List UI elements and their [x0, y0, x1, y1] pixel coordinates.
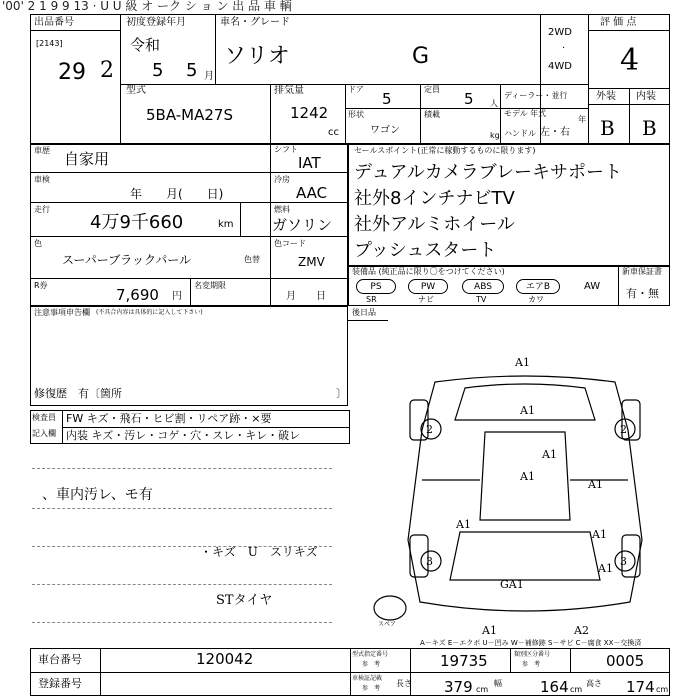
usage-label: 車歴: [34, 146, 50, 155]
repair-end: 〕: [336, 387, 347, 400]
repair: 修復歴 有〔箇所: [34, 387, 122, 400]
int-score: B: [642, 116, 657, 140]
capacity: 5: [464, 90, 474, 108]
lot-label: 出品番号: [34, 17, 74, 28]
class-label: 類別区分番号: [514, 651, 551, 658]
displacement: 1242: [290, 104, 329, 122]
chassis-label: 車台番号: [38, 653, 82, 666]
price-label: R券: [34, 281, 48, 290]
handwritten-2: 2: [100, 58, 114, 83]
height-unit: cm: [656, 685, 669, 694]
mark-a2-bumper-r: A2: [574, 624, 589, 637]
hand-note-2: ・キズ U スリキズ: [200, 545, 318, 559]
chassis: 120042: [196, 650, 254, 668]
inspector-line-1: FW キズ・飛石・ヒビ割・リペア跡・×要: [66, 412, 272, 425]
score: 4: [620, 43, 640, 78]
sub-sr: SR: [366, 295, 377, 304]
drive-4wd: 4WD: [548, 61, 572, 72]
color-code: ZMV: [298, 255, 325, 269]
abs-pill: ABS: [462, 279, 504, 294]
ref-3: 参 考: [362, 685, 381, 692]
shape-label: 形状: [348, 110, 364, 119]
sales-item-4: プッシュスタート: [354, 240, 497, 261]
mark-a1-bumper-l: A1: [482, 624, 497, 637]
caution-sub: (不具合内容は具体的に記入して下さい): [96, 309, 203, 316]
door-label: ドア: [348, 85, 364, 94]
capacity-unit: 人: [490, 99, 498, 108]
score-label: 評 価 点: [600, 17, 637, 28]
cert-label: 車検証記載: [352, 675, 383, 682]
model-year-label: モデル 年式: [504, 109, 547, 118]
usage: 自家用: [64, 150, 110, 168]
circle-2-right: 2: [620, 423, 627, 436]
later-label: 後日品: [352, 308, 376, 317]
width-label: 幅: [494, 679, 502, 688]
caution-label: 注意事項申告欄: [34, 308, 90, 317]
grade: G: [412, 44, 430, 69]
ext-label: 外装: [596, 91, 616, 102]
ext-score: B: [600, 116, 615, 140]
width-unit: cm: [570, 685, 583, 694]
mark-a1-rfd: A1: [588, 478, 603, 491]
drive-dot: ·: [562, 43, 566, 54]
sub-navi: ナビ: [418, 295, 434, 304]
height-label: 高さ: [586, 679, 602, 688]
spare-label: スペア: [378, 621, 397, 628]
kg-unit: kg: [490, 131, 500, 140]
model-label: 型式: [126, 85, 146, 96]
height: 174: [626, 678, 655, 696]
doors: 5: [382, 90, 392, 108]
color: スーパーブラックパール: [62, 253, 192, 267]
lot-sub: [2143]: [36, 39, 63, 48]
equipment-label: 装備品 (純正品に限り〇をつけてください): [352, 267, 505, 276]
type-cert: 19735: [440, 652, 488, 670]
year-unit: 年: [578, 115, 586, 124]
body-type: ワゴン: [370, 125, 400, 136]
name-change: 月 日: [286, 291, 326, 302]
type-cert-label: 型式指定番号: [352, 651, 389, 658]
mileage-unit: km: [218, 219, 234, 230]
mark-a1-front: A1: [515, 356, 530, 369]
header-frame: [30, 14, 670, 144]
model-code: 5BA-MA27S: [146, 106, 233, 124]
warranty-label: 新車保証書: [622, 267, 662, 276]
class: 0005: [606, 652, 645, 670]
dealer-label: ディーラー・並行: [504, 91, 568, 100]
reg-month: 5: [186, 60, 198, 81]
sales-item-1: デュアルカメラブレーキサポート: [354, 162, 623, 183]
car-name: ソリオ: [224, 44, 290, 69]
mark-a1-rf: A1: [542, 448, 557, 461]
circle-3-left: 3: [426, 555, 433, 568]
color-code-label: 色コード: [274, 239, 306, 248]
car-label: 車名・グレード: [220, 17, 290, 28]
inspection-label: 車検: [34, 175, 50, 184]
sub-leather: カワ: [528, 295, 544, 304]
aw-label: AW: [584, 281, 601, 292]
mileage-label: 走行: [34, 205, 50, 214]
ac-label: 冷房: [274, 175, 290, 184]
mark-a1-rr: A1: [598, 562, 613, 575]
ref-1: 参 考: [362, 661, 381, 668]
diagram-legend: A－キズ E－エクボ U－凹み W－補修跡 S－サビ C－腐食 XX－交換済: [420, 639, 642, 647]
reg-label: 登録番号: [38, 677, 82, 690]
mark-ga1-rear: GA1: [500, 578, 524, 591]
era: 令和: [130, 36, 161, 54]
color-label: 色: [34, 239, 42, 248]
month-unit: 月: [204, 71, 214, 82]
handle: 左・右: [540, 127, 570, 138]
car-diagram: [360, 340, 690, 640]
mark-a1-roof: A1: [520, 470, 535, 483]
length-label: 長さ: [396, 679, 412, 688]
handle-label: ハンドル: [504, 129, 536, 138]
int-label: 内装: [636, 91, 656, 102]
reg-year: 5: [152, 60, 164, 81]
ac: AAC: [296, 184, 328, 202]
inspector-label-2: 記入欄: [32, 429, 56, 438]
hand-note-3: STタイヤ: [216, 593, 273, 608]
mark-a1-hood: A1: [520, 404, 535, 417]
inspector-label-1: 検査員: [32, 413, 56, 422]
sub-tv: TV: [476, 295, 487, 304]
shift: IAT: [298, 154, 321, 172]
inspection: 年 月( 日): [130, 187, 224, 201]
mark-a1-lfd: A1: [456, 518, 471, 531]
length-unit: cm: [476, 685, 489, 694]
warranty: 有・無: [626, 287, 659, 300]
first-reg-label: 初度登録年月: [126, 17, 186, 28]
width: 164: [540, 678, 569, 696]
color-change: 色替: [244, 255, 260, 264]
hand-note-1: 、車内汚レ、モ有: [42, 487, 153, 503]
mileage: 4万9千660: [90, 212, 184, 233]
drive-2wd: 2WD: [548, 27, 572, 38]
displacement-unit: cc: [328, 127, 339, 138]
fuel: ガソリン: [272, 216, 333, 234]
price: 7,690: [116, 286, 159, 304]
sales-item-2: 社外8インチナビTV: [354, 188, 515, 209]
inspector-line-2: 内装 キズ・汚レ・コゲ・穴・スレ・キレ・破レ: [66, 429, 301, 442]
circle-3-right: 3: [620, 555, 627, 568]
shift-label: シフト: [274, 145, 298, 154]
ps-pill: PS: [356, 279, 396, 294]
airbag-pill: エアB: [516, 279, 560, 294]
mark-a1-rrd: A1: [592, 528, 607, 541]
load-label: 積載: [424, 110, 440, 119]
sales-label: セールスポイント(正常に稼動するものに限ります): [354, 146, 536, 155]
price-unit: 円: [172, 291, 182, 302]
ref-2: 参 考: [522, 661, 541, 668]
pw-pill: PW: [408, 279, 448, 294]
circle-2-left: 2: [426, 423, 433, 436]
name-change-label: 名変期限: [194, 281, 226, 290]
displacement-label: 排気量: [274, 85, 304, 96]
sales-item-3: 社外アルミホイール: [354, 214, 515, 235]
length: 379: [444, 678, 473, 696]
lot-number: 29: [58, 60, 86, 85]
fuel-label: 燃料: [274, 205, 290, 214]
capacity-label: 定員: [424, 85, 440, 94]
top-banner: '00' 2 1 9 9 13 · U U 級 オ ーク シ ョ ン 出 品 車 輌: [2, 0, 292, 13]
